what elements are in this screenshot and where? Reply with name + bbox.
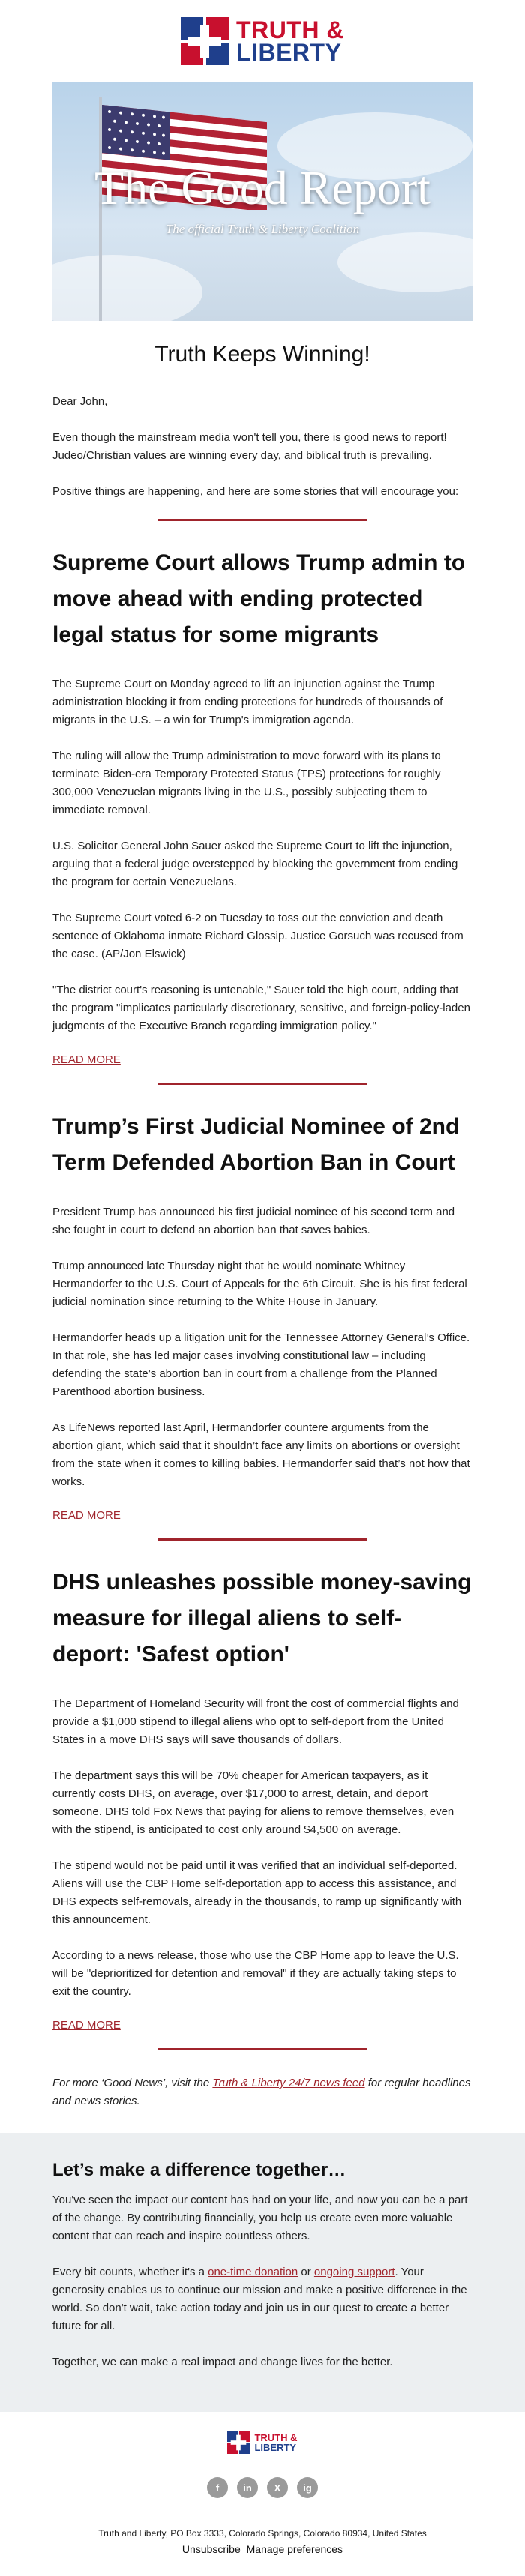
hero-subtitle: The official Truth & Liberty Coalition [165, 222, 360, 236]
story-paragraph: The department says this will be 70% cheaper for American taxpayers, as it currently costs DHS, on average, over $17,000 to arrest, detain, and deport someone. DHS told Fox News that paying for aliens to remove themselves, even with the stipend, is anticipated to cost only around $4,500 on average. [52, 1769, 454, 1836]
footer-logo-line2: LIBERTY [254, 2442, 297, 2453]
ongoing-support-link[interactable]: ongoing support [314, 2266, 395, 2278]
manage-preferences-link[interactable]: Manage preferences [246, 2543, 344, 2555]
x-twitter-icon[interactable]: X [267, 2477, 288, 2498]
header-logo-area [0, 0, 525, 82]
read-more-link[interactable]: READ MORE [52, 1509, 121, 1522]
cta-paragraph-1: You've seen the impact our content has had on your life, and now you can be a part of the change. By contributing financially, you help us create even more valuable content that can reach and inspire countless others. [52, 2194, 468, 2242]
read-more-link[interactable]: READ MORE [52, 1053, 121, 1066]
page-headline: Truth Keeps Winning! [154, 342, 370, 367]
linkedin-icon[interactable]: in [237, 2477, 258, 2498]
social-links [0, 2477, 525, 2498]
story-paragraph: The ruling will allow the Trump administration to move forward with its plans to terminate Biden-era Temporary Protected Status (TPS) protections for roughly 300,000 Venezuelan migrants living in the U.S., possibly subjecting them to immediate removal. [52, 750, 441, 816]
section-divider [158, 1083, 368, 1085]
footer-links [0, 2543, 525, 2555]
cta-text: or [298, 2266, 314, 2278]
story-paragraph: Trump announced late Thursday night that he would nominate Whitney Hermandorfer to the U.S. Court of Appeals for the 6th Circuit. She is his first federal judicial nomination since returning to the White House in January. [52, 1260, 467, 1308]
story-paragraph: The Supreme Court voted 6-2 on Tuesday to toss out the conviction and death sentence of Oklahoma inmate Richard Glossip. Justice Gorsuch was recused from the case. (AP/Jon Elswick) [52, 912, 464, 960]
logo-mark-icon [181, 17, 229, 65]
story-1 [52, 545, 472, 1069]
footnote-text-after: for regular headlines and news stories. [52, 2077, 471, 2107]
greeting: Dear John, [52, 395, 108, 408]
one-time-donation-link[interactable]: one-time donation [208, 2266, 298, 2278]
story-paragraph: President Trump has announced his first judicial nominee of his second term and she fought in court to defend an abortion ban that saves babies. [52, 1206, 455, 1236]
footer-logo[interactable] [227, 2431, 297, 2454]
footer-logo-line1: TRUTH & [254, 2432, 298, 2443]
section-divider [158, 519, 368, 521]
footer-wordmark [254, 2433, 297, 2452]
more-news-note [52, 2074, 472, 2110]
brand-logo[interactable] [181, 17, 344, 65]
donation-cta [0, 2133, 525, 2412]
story-paragraph: The stipend would not be paid until it was verified that an individual self-deported. Aliens will use the CBP Home self-deportation app to access this assistance, and DHS expects self-removals, already in the thousands, to ramp up significantly with this announcement. [52, 1859, 462, 1926]
section-divider [158, 2048, 368, 2050]
footnote-text-before: For more ‘Good News’, visit the [52, 2077, 213, 2089]
hero-title: The Good Report [94, 161, 430, 214]
story-paragraph: The Department of Homeland Security will front the cost of commercial flights and provide a $1,000 stipend to illegal aliens who opt to self-deport from the United States in a move DHS says will save thousands of dollars. [52, 1697, 459, 1746]
story-paragraph: U.S. Solicitor General John Sauer asked the Supreme Court to lift the injunction, arguing that a federal judge overstepped by blocking the government from ending the program for certain Venezuelans. [52, 840, 458, 888]
unsubscribe-link[interactable]: Unsubscribe [182, 2543, 241, 2555]
intro-paragraph-2: Positive things are happening, and here are some stories that will encourage you: [52, 485, 459, 498]
read-more-link[interactable]: READ MORE [52, 2019, 121, 2032]
cta-text: Every bit counts, whether it's a [52, 2266, 208, 2278]
logo-wordmark [236, 16, 344, 66]
story-paragraph: According to a news release, those who use the CBP Home app to leave the U.S. will be "deprioritized for detention and removal" if they are actually taking steps to exit the country. [52, 1949, 459, 1998]
mailing-address: Truth and Liberty, PO Box 3333, Colorado Springs, Colorado 80934, United States [98, 2528, 427, 2539]
story-paragraph: "The district court's reasoning is untenable," Sauer told the high court, adding that the program "implicates particularly discretionary, sensitive, and foreign-policy-laden judgments of the Executive Branch regarding immigration policy." [52, 984, 470, 1032]
news-feed-link[interactable]: Truth & Liberty 24/7 news feed [212, 2077, 365, 2089]
story-title: DHS unleashes possible money-saving measure for illegal aliens to self-deport: 'Safest option' [52, 1570, 472, 1667]
intro-paragraph-1: Even though the mainstream media won't tell you, there is good news to report! Judeo/Christian values are winning every day, and biblical truth is prevailing. [52, 431, 447, 462]
story-2 [52, 1109, 472, 1525]
logo-line2: LIBERTY [236, 39, 342, 66]
hero-banner [52, 82, 472, 321]
cta-paragraph-3: Together, we can make a real impact and change lives for the better. [52, 2356, 393, 2368]
cta-text: . Your generosity enables us to continue our mission and make a positive difference in the world. So don't wait, take action today and join us in our quest to create a better future for all. [52, 2266, 467, 2332]
cta-paragraph-2 [52, 2263, 472, 2335]
story-3 [52, 1565, 472, 2035]
story-paragraph: As LifeNews reported last April, Hermandorfer countere arguments from the abortion giant, which said that it shouldn’t face any limits on abortions or oversight from the state when it comes to killing babies. Hermandorfer said that’s not how that works. [52, 1421, 470, 1488]
main-content [0, 342, 525, 2110]
story-title: Supreme Court allows Trump admin to move ahead with ending protected legal status for some migrants [52, 550, 466, 647]
cta-title: Let’s make a difference together… [52, 2160, 346, 2180]
logo-line1: TRUTH & [236, 16, 344, 43]
footer [0, 2412, 525, 2555]
footer-logo-mark-icon [227, 2431, 250, 2454]
section-divider [158, 1538, 368, 1541]
story-title: Trump’s First Judicial Nominee of 2nd Term Defended Abortion Ban in Court [52, 1114, 460, 1175]
story-paragraph: Hermandorfer heads up a litigation unit for the Tennessee Attorney General’s Office. In that role, she has led major cases involving constitutional law – including defending the state’s abortion ban in court from a challenge from the Planned Parenthood abortion business. [52, 1331, 470, 1398]
instagram-icon[interactable]: ig [297, 2477, 318, 2498]
story-paragraph: The Supreme Court on Monday agreed to lift an injunction against the Trump administration blocking it from ending protections for hundreds of thousands of migrants in the U.S. – a win for Trump's immigration agenda. [52, 678, 443, 726]
facebook-icon[interactable]: f [207, 2477, 228, 2498]
